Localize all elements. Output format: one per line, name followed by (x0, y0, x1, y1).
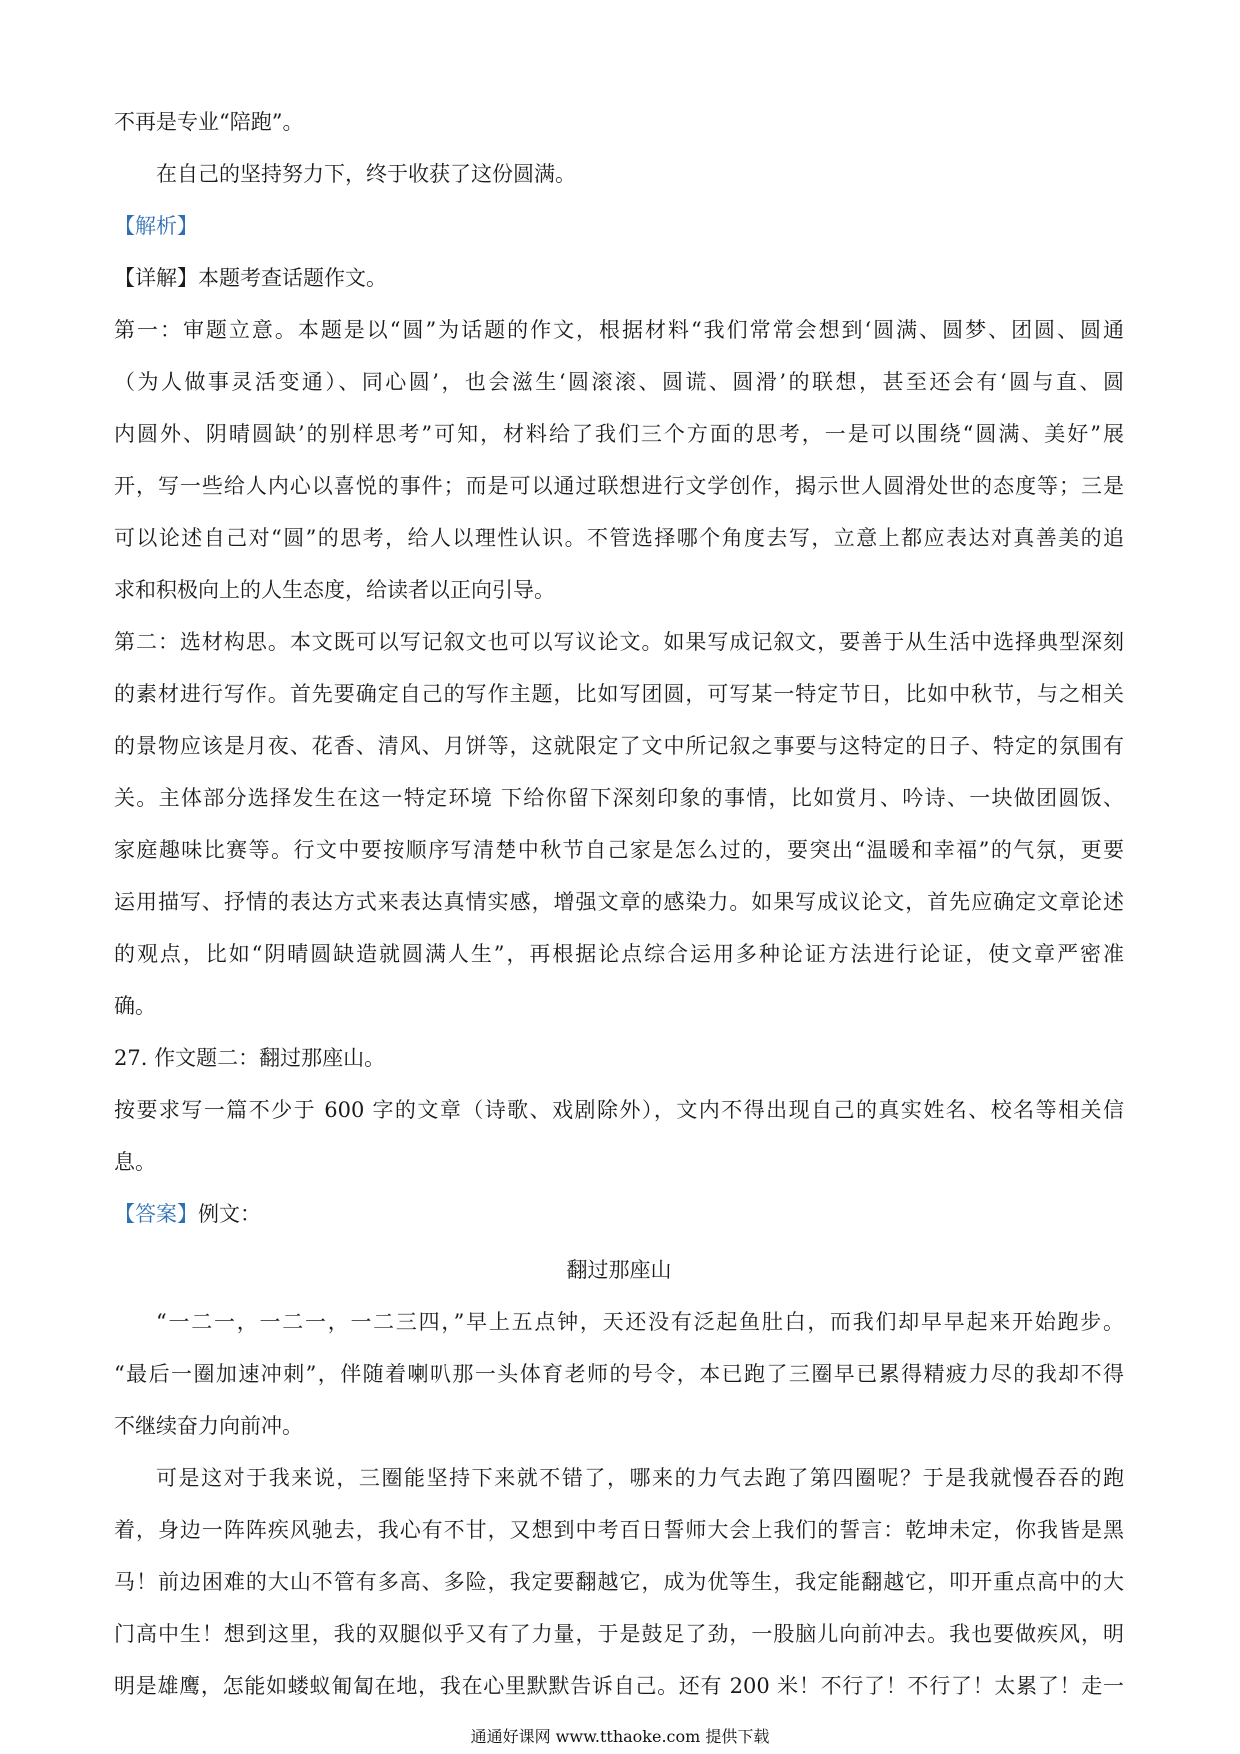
page-footer: 通通好课网 www.tthaoke.com 提供下载 (470, 1727, 770, 1746)
text-line: 息。 (114, 1150, 156, 1174)
text-line: 确。 (114, 994, 156, 1018)
text-line: （为人做事灵活变通）、同心圆’，也会滋生‘圆滚滚、圆谎、圆滑’的联想，甚至还会有‘圆与直、圆 (114, 370, 1124, 394)
text-line: 着，身边一阵阵疾风驰去，我心有不甘，又想到中考百日誓师大会上我们的誓言：乾坤未定，你我皆是黑 (114, 1518, 1124, 1542)
text-line: 例文： (198, 1202, 261, 1226)
answer-line (114, 1188, 1124, 1240)
text-line: “最后一圈加速冲刺”，伴随着喇叭那一头体育老师的号令，本已跑了三圈早已累得精疲力尽的我却不得 (114, 1362, 1124, 1386)
text-line: 内圆外、阴晴圆缺’的别样思考”可知，材料给了我们三个方面的思考，一是可以围绕“圆满、美好”展 (114, 422, 1124, 446)
text-line: 明是雄鹰，怎能如蝼蚁匍匐在地，我在心里默默告诉自己。还有 200 米！不行了！不行了！太累了！走一 (114, 1674, 1124, 1698)
text-line: 的素材进行写作。首先要确定自己的写作主题，比如写团圆，可写某一特定节日，比如中秋节，与之相关 (114, 682, 1124, 706)
text-line: 第二：选材构思。本文既可以写记叙文也可以写议论文。如果写成记叙文，要善于从生活中选择典型深刻 (114, 630, 1124, 654)
text-line: 求和积极向上的人生态度，给读者以正向引导。 (114, 578, 555, 602)
text-line: 家庭趣味比赛等。行文中要按顺序写清楚中秋节自己家是怎么过的，要突出“温暖和幸福”的气氛，更要 (114, 838, 1124, 862)
answer-heading: 【答案】 (114, 1202, 198, 1226)
question-27: 27. 作文题二：翻过那座山。 (114, 1046, 386, 1070)
text-line: 在自己的坚持努力下，终于收获了这份圆满。 (156, 162, 576, 186)
text-line: 运用描写、抒情的表达方式来表达真情实感，增强文章的感染力。如果写成议论文，首先应确定文章论述 (114, 890, 1124, 914)
text-line: 第一：审题立意。本题是以“圆”为话题的作文，根据材料“我们常常会想到‘圆满、圆梦、团圆、圆通 (114, 318, 1124, 342)
essay-title: 翻过那座山 (566, 1258, 672, 1282)
text-line: 可是这对于我来说，三圈能坚持下来就不错了，哪来的力气去跑了第四圈呢？于是我就慢吞吞的跑 (156, 1466, 1124, 1490)
text-line: 可以论述自己对“圆”的思考，给人以理性认识。不管选择哪个角度去写，立意上都应表达对真善美的追 (114, 526, 1124, 550)
text-line: 开，写一些给人内心以喜悦的事件；而是可以通过联想进行文学创作，揭示世人圆滑处世的态度等；三是 (114, 474, 1124, 498)
text-line: 马！前边困难的大山不管有多高、多险，我定要翻越它，成为优等生，我定能翻越它，叩开重点高中的大 (114, 1570, 1124, 1594)
text-line: 【详解】本题考查话题作文。 (114, 266, 387, 290)
text-line: 门高中生！想到这里，我的双腿似乎又有了力量，于是鼓足了劲，一股脑儿向前冲去。我也要做疾风，明 (114, 1622, 1124, 1646)
analysis-heading: 【解析】 (114, 214, 198, 238)
text-line: 的观点，比如“阴晴圆缺造就圆满人生”，再根据论点综合运用多种论证方法进行论证，使文章严密准 (114, 942, 1124, 966)
text-line: 不继续奋力向前冲。 (114, 1414, 303, 1438)
text-line: 不再是专业“陪跑”。 (114, 110, 304, 134)
text-line: 关。主体部分选择发生在这一特定环境 下给你留下深刻印象的事情，比如赏月、吟诗、一块做团圆饭、 (114, 786, 1124, 810)
page-content (114, 96, 1124, 1712)
text-line: “一二一，一二一，一二三四，”早上五点钟，天还没有泛起鱼肚白，而我们却早早起来开始跑步。 (156, 1310, 1124, 1334)
text-line: 按要求写一篇不少于 600 字的文章（诗歌、戏剧除外），文内不得出现自己的真实姓名、校名等相关信 (114, 1098, 1124, 1122)
text-line: 的景物应该是月夜、花香、清风、月饼等，这就限定了文中所记叙之事要与这特定的日子、特定的氛围有 (114, 734, 1124, 758)
